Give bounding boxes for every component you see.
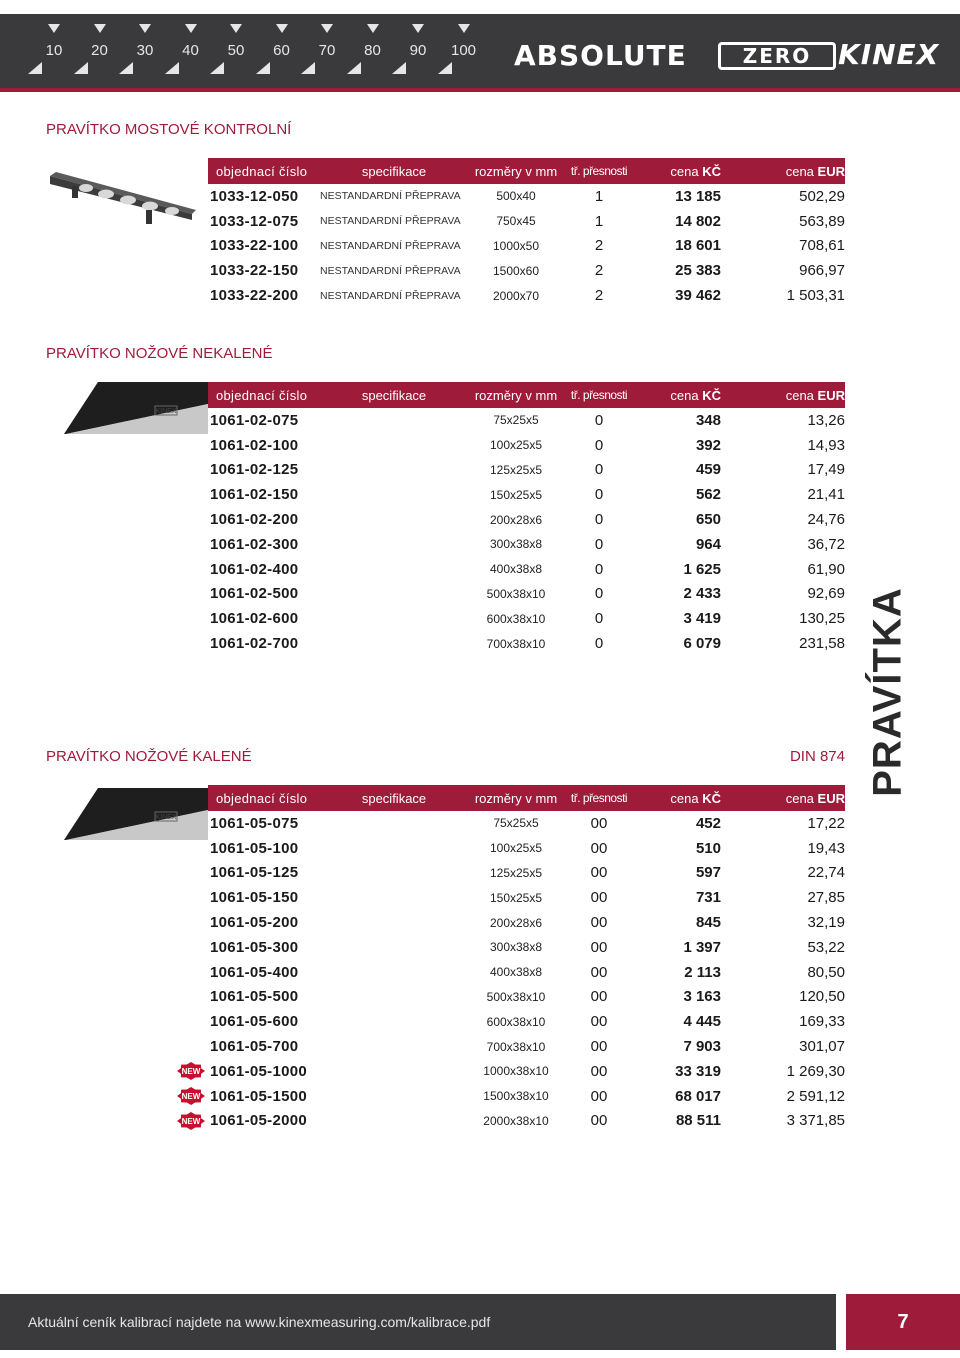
- header-price-czk-unit: KČ: [702, 387, 721, 403]
- cell-order-number: 1061-02-700: [210, 635, 299, 653]
- cell-price-eur: 169,33: [799, 1013, 845, 1031]
- cell-price-czk: 348: [695, 411, 721, 429]
- cell-order-number: 1061-05-100: [210, 839, 299, 857]
- cell-accuracy-class: 00: [590, 1013, 608, 1031]
- cell-price-eur: 1 503,31: [786, 287, 845, 305]
- table-row: [208, 532, 845, 557]
- cell-price-czk: 14 802: [675, 212, 721, 230]
- cell-accuracy-class: 00: [590, 1112, 608, 1130]
- cell-price-eur: 36,72: [807, 535, 845, 553]
- cell-price-czk: 1 625: [683, 560, 721, 578]
- header-price-eur-unit: EUR: [817, 387, 845, 403]
- ruler-tick-top: [276, 24, 288, 33]
- header-price-czk-prefix: cena: [670, 163, 699, 179]
- header-price-eur: [721, 164, 845, 179]
- cell-order-number: 1061-05-125: [210, 864, 299, 882]
- ruler-scale-number: 80: [364, 42, 381, 59]
- table-row: [208, 209, 845, 234]
- header-price-eur-unit: EUR: [817, 163, 845, 179]
- cell-price-czk: 731: [695, 889, 721, 907]
- table-row: [208, 458, 845, 483]
- page-header: [0, 0, 960, 92]
- cell-dimensions: 2000x70: [492, 288, 540, 303]
- header-price-eur-prefix: cena: [785, 790, 814, 806]
- cell-price-eur: 32,19: [807, 914, 845, 932]
- cell-order-number: 1061-02-200: [210, 511, 299, 529]
- ruler-tick-top: [230, 24, 242, 33]
- cell-accuracy-class: 00: [590, 864, 608, 882]
- cell-dimensions: 1000x38x10: [483, 1064, 549, 1079]
- header-dimensions: rozměry v mm: [474, 387, 558, 403]
- cell-specification: NESTANDARDNÍ PŘEPRAVA: [320, 190, 461, 203]
- cell-order-number: 1061-05-400: [210, 963, 299, 981]
- header-accuracy-class: tř. přesnosti: [570, 164, 628, 178]
- header-price-eur-prefix: cena: [785, 387, 814, 403]
- new-badge-icon: [176, 1112, 206, 1130]
- cell-order-number: 1061-02-300: [210, 535, 299, 553]
- cell-accuracy-class: 1: [594, 212, 604, 230]
- table-row: [208, 985, 845, 1010]
- cell-accuracy-class: 00: [590, 1062, 608, 1080]
- cell-order-number: 1061-02-600: [210, 610, 299, 628]
- cell-order-number: 1061-02-100: [210, 436, 299, 454]
- cell-accuracy-class: 2: [594, 287, 604, 305]
- cell-order-number: 1061-02-150: [210, 486, 299, 504]
- header-specification: specifikace: [361, 387, 427, 403]
- table-row: [208, 631, 845, 656]
- cell-order-number: 1061-05-150: [210, 889, 299, 907]
- cell-dimensions: 1500x38x10: [483, 1089, 549, 1104]
- cell-accuracy-class: 1: [594, 187, 604, 205]
- table-row: [208, 433, 845, 458]
- cell-price-czk: 39 462: [675, 287, 721, 305]
- cell-accuracy-class: 00: [590, 1038, 608, 1056]
- header-accent-line: [0, 88, 960, 92]
- cell-price-czk: 964: [695, 535, 721, 553]
- table-row: [208, 885, 845, 910]
- side-category-label: [858, 587, 918, 797]
- cell-order-number: 1033-12-075: [210, 212, 299, 230]
- knife-ruler-image-hardened: [60, 784, 210, 842]
- cell-dimensions: 125x25x5: [489, 462, 543, 477]
- cell-order-number: 1061-05-600: [210, 1013, 299, 1031]
- table-header-row: [208, 785, 845, 811]
- header-specification: specifikace: [361, 163, 427, 179]
- cell-dimensions: 600x38x10: [486, 1014, 546, 1029]
- table-header-row: [208, 158, 845, 184]
- new-badge-text: NEW: [181, 1091, 201, 1101]
- cell-dimensions: 400x38x8: [489, 965, 543, 980]
- cell-dimensions: 1500x60: [492, 263, 540, 278]
- table-row: [208, 1109, 845, 1134]
- cell-price-czk: 650: [695, 511, 721, 529]
- cell-accuracy-class: 00: [590, 938, 608, 956]
- cell-order-number: 1061-05-300: [210, 938, 299, 956]
- table-row: [208, 1084, 845, 1109]
- cell-dimensions: 400x38x8: [489, 562, 543, 577]
- cell-accuracy-class: 00: [590, 963, 608, 981]
- cell-price-czk: 7 903: [683, 1038, 721, 1056]
- ruler-tick-top: [139, 24, 151, 33]
- cell-price-eur: 14,93: [807, 436, 845, 454]
- cell-dimensions: 2000x38x10: [483, 1113, 549, 1128]
- cell-order-number: 1061-05-2000: [210, 1112, 308, 1130]
- cell-price-eur: 22,74: [807, 864, 845, 882]
- cell-order-number: 1033-22-150: [210, 262, 299, 280]
- new-badge-icon: [176, 1062, 206, 1080]
- table-row: [208, 935, 845, 960]
- ruler-tick-bottom: [74, 62, 88, 74]
- cell-price-eur: 24,76: [807, 511, 845, 529]
- ruler-tick-top: [458, 24, 470, 33]
- ruler-tick-bottom: [119, 62, 133, 74]
- cell-price-czk: 3 163: [683, 988, 721, 1006]
- cell-price-czk: 68 017: [675, 1087, 721, 1105]
- header-price-czk-unit: KČ: [702, 790, 721, 806]
- cell-price-eur: 130,25: [799, 610, 845, 628]
- header-order-number: objednací číslo: [216, 163, 308, 179]
- side-category-text: PRAVÍTKA: [865, 587, 910, 797]
- cell-order-number: 1061-02-400: [210, 560, 299, 578]
- cell-dimensions: 200x28x6: [489, 512, 543, 527]
- cell-specification: NESTANDARDNÍ PŘEPRAVA: [320, 264, 461, 277]
- cell-price-eur: 13,26: [807, 411, 845, 429]
- table-bridge-ruler: [208, 158, 845, 308]
- cell-price-czk: 13 185: [675, 187, 721, 205]
- cell-price-eur: 231,58: [799, 635, 845, 653]
- cell-order-number: 1061-05-1500: [210, 1087, 308, 1105]
- table-row: [208, 861, 845, 886]
- cell-price-czk: 25 383: [675, 262, 721, 280]
- cell-specification: NESTANDARDNÍ PŘEPRAVA: [320, 239, 461, 252]
- cell-dimensions: 600x38x10: [486, 611, 546, 626]
- cell-accuracy-class: 00: [590, 914, 608, 932]
- ruler-tick-top: [48, 24, 60, 33]
- new-badge-icon: [176, 1087, 206, 1105]
- cell-price-czk: 18 601: [675, 237, 721, 255]
- ruler-tick-top: [94, 24, 106, 33]
- header-price-eur-prefix: cena: [785, 163, 814, 179]
- cell-accuracy-class: 0: [594, 610, 604, 628]
- cell-price-czk: 4 445: [683, 1013, 721, 1031]
- cell-price-eur: 19,43: [807, 839, 845, 857]
- ruler-scale-number: 90: [409, 42, 427, 59]
- cell-dimensions: 150x25x5: [489, 890, 543, 905]
- cell-price-eur: 53,22: [807, 938, 845, 956]
- brand-zero-text: ZERO: [742, 44, 812, 68]
- brand-absolute-zero: [514, 40, 824, 72]
- cell-price-eur: 1 269,30: [786, 1062, 845, 1080]
- header-top-strip: [0, 0, 960, 14]
- cell-price-czk: 452: [695, 814, 721, 832]
- cell-price-czk: 392: [695, 436, 721, 454]
- cell-price-eur: 708,61: [799, 237, 845, 255]
- cell-order-number: 1033-22-200: [210, 287, 299, 305]
- cell-dimensions: 150x25x5: [489, 487, 543, 502]
- ruler-scale-number: 40: [182, 42, 199, 59]
- ruler-tick-bottom: [28, 62, 42, 74]
- cell-price-eur: 61,90: [807, 560, 845, 578]
- cell-price-czk: 459: [695, 461, 721, 479]
- header-order-number: objednací číslo: [216, 387, 308, 403]
- cell-accuracy-class: 0: [594, 535, 604, 553]
- ruler-tick-bottom: [165, 62, 179, 74]
- ruler-tick-bottom: [256, 62, 270, 74]
- table-row: [208, 910, 845, 935]
- cell-price-eur: 120,50: [799, 988, 845, 1006]
- din-standard-label: DIN 874: [789, 748, 845, 765]
- cell-dimensions: 200x28x6: [489, 915, 543, 930]
- header-price-czk-prefix: cena: [670, 387, 699, 403]
- cell-accuracy-class: 2: [594, 237, 604, 255]
- header-price-czk: [634, 388, 721, 403]
- ruler-tick-top: [185, 24, 197, 33]
- cell-order-number: 1061-05-700: [210, 1038, 299, 1056]
- ruler-scale: [30, 14, 490, 88]
- svg-text:KINEX: KINEX: [155, 814, 177, 821]
- cell-dimensions: 500x38x10: [486, 586, 546, 601]
- ruler-tick-top: [412, 24, 424, 33]
- ruler-scale-number: 30: [136, 42, 154, 59]
- ruler-scale-number: 50: [227, 42, 245, 59]
- cell-order-number: 1061-05-075: [210, 814, 299, 832]
- cell-accuracy-class: 00: [590, 1087, 608, 1105]
- cell-order-number: 1061-05-200: [210, 914, 299, 932]
- cell-price-czk: 597: [695, 864, 721, 882]
- cell-price-eur: 80,50: [807, 963, 845, 981]
- svg-text:KINEX: KINEX: [155, 408, 177, 415]
- cell-dimensions: 300x38x8: [489, 940, 543, 955]
- header-price-eur-unit: EUR: [817, 790, 845, 806]
- cell-order-number: 1033-22-100: [210, 237, 299, 255]
- cell-price-czk: 2 433: [683, 585, 721, 603]
- cell-dimensions: 750x45: [496, 214, 536, 229]
- ruler-tick-bottom: [301, 62, 315, 74]
- table-row: [208, 606, 845, 631]
- cell-dimensions: 500x40: [496, 189, 536, 204]
- ruler-scale-number: 20: [91, 42, 108, 59]
- cell-price-eur: 17,49: [807, 461, 845, 479]
- ruler-scale-number: 70: [318, 42, 336, 59]
- cell-price-czk: 562: [695, 486, 721, 504]
- cell-dimensions: 300x38x8: [489, 537, 543, 552]
- ruler-tick-bottom: [438, 62, 452, 74]
- cell-price-czk: 6 079: [683, 635, 721, 653]
- cell-order-number: 1061-02-075: [210, 411, 299, 429]
- header-accuracy-class: tř. přesnosti: [570, 388, 628, 402]
- cell-price-czk: 2 113: [684, 963, 721, 981]
- knife-ruler-image-unhardened: [60, 378, 210, 436]
- cell-accuracy-class: 0: [594, 560, 604, 578]
- table-row: [208, 960, 845, 985]
- cell-price-eur: 3 371,85: [786, 1112, 845, 1130]
- header-accuracy-class: tř. přesnosti: [570, 791, 628, 805]
- cell-accuracy-class: 0: [594, 486, 604, 504]
- cell-accuracy-class: 00: [590, 889, 608, 907]
- cell-accuracy-class: 00: [590, 814, 608, 832]
- cell-price-czk: 33 319: [675, 1062, 721, 1080]
- cell-accuracy-class: 0: [594, 461, 604, 479]
- cell-order-number: 1061-05-500: [210, 988, 299, 1006]
- header-price-czk-prefix: cena: [670, 790, 699, 806]
- bridge-ruler-image: [46, 170, 196, 230]
- table-row: [208, 582, 845, 607]
- cell-price-czk: 88 511: [675, 1112, 721, 1130]
- table-row: [208, 258, 845, 283]
- cell-dimensions: 100x25x5: [489, 841, 543, 856]
- header-price-eur: [721, 791, 845, 806]
- cell-specification: NESTANDARDNÍ PŘEPRAVA: [320, 215, 461, 228]
- cell-accuracy-class: 00: [590, 839, 608, 857]
- table-knife-unhardened: [208, 382, 845, 656]
- table-row: [208, 557, 845, 582]
- kinex-logo: KINEX: [838, 38, 940, 71]
- section-title-knife-unhardened: PRAVÍTKO NOŽOVÉ NEKALENÉ: [46, 345, 273, 362]
- cell-price-czk: 845: [695, 914, 721, 932]
- header-specification: specifikace: [361, 790, 427, 806]
- table-row: [208, 836, 845, 861]
- cell-price-eur: 21,41: [807, 486, 845, 504]
- cell-price-eur: 966,97: [799, 262, 845, 280]
- header-dimensions: rozměry v mm: [474, 790, 558, 806]
- cell-dimensions: 1000x50: [492, 238, 540, 253]
- cell-dimensions: 100x25x5: [489, 438, 543, 453]
- cell-dimensions: 125x25x5: [489, 865, 543, 880]
- cell-order-number: 1061-02-125: [210, 461, 299, 479]
- ruler-tick-top: [367, 24, 379, 33]
- cell-order-number: 1061-05-1000: [210, 1062, 308, 1080]
- header-price-czk: [634, 791, 721, 806]
- cell-accuracy-class: 0: [594, 411, 604, 429]
- cell-dimensions: 500x38x10: [486, 989, 546, 1004]
- cell-price-eur: 563,89: [799, 212, 845, 230]
- cell-price-eur: 301,07: [799, 1038, 845, 1056]
- table-row: [208, 408, 845, 433]
- table-row: [208, 184, 845, 209]
- cell-dimensions: 700x38x10: [486, 636, 546, 651]
- ruler-tick-bottom: [347, 62, 361, 74]
- table-knife-hardened: [208, 785, 845, 1133]
- cell-order-number: 1033-12-050: [210, 187, 299, 205]
- ruler-tick-bottom: [210, 62, 224, 74]
- ruler-scale-number: 60: [273, 42, 290, 59]
- header-price-czk: [634, 164, 721, 179]
- cell-accuracy-class: 2: [594, 262, 604, 280]
- cell-price-czk: 3 419: [683, 610, 721, 628]
- table-row: [208, 283, 845, 308]
- page-footer: [0, 1294, 836, 1350]
- page-number: 7: [846, 1294, 960, 1350]
- cell-accuracy-class: 0: [594, 585, 604, 603]
- table-row: [208, 1059, 845, 1084]
- cell-accuracy-class: 00: [590, 988, 608, 1006]
- ruler-tick-top: [321, 24, 333, 33]
- cell-dimensions: 75x25x5: [493, 413, 539, 428]
- cell-price-eur: 92,69: [807, 585, 845, 603]
- table-row: [208, 1009, 845, 1034]
- header-order-number: objednací číslo: [216, 790, 308, 806]
- footer-calibration-note: Aktuální ceník kalibrací najdete na www.kinexmeasuring.com/kalibrace.pdf: [28, 1314, 491, 1330]
- cell-dimensions: 75x25x5: [493, 816, 539, 831]
- cell-dimensions: 700x38x10: [486, 1039, 546, 1054]
- header-dimensions: rozměry v mm: [474, 163, 558, 179]
- cell-specification: NESTANDARDNÍ PŘEPRAVA: [320, 289, 461, 302]
- header-price-czk-unit: KČ: [702, 163, 721, 179]
- table-row: [208, 482, 845, 507]
- table-row: [208, 234, 845, 259]
- ruler-scale-number: 100: [450, 42, 477, 59]
- brand-text: ABSOLUTE: [514, 39, 687, 72]
- ruler-tick-bottom: [392, 62, 406, 74]
- cell-price-czk: 1 397: [683, 938, 721, 956]
- new-badge-text: NEW: [181, 1067, 201, 1076]
- cell-accuracy-class: 0: [594, 436, 604, 454]
- cell-order-number: 1061-02-500: [210, 585, 299, 603]
- section-title-bridge-ruler: PRAVÍTKO MOSTOVÉ KONTROLNÍ: [46, 121, 292, 138]
- cell-price-czk: 510: [695, 839, 721, 857]
- section-title-knife-hardened: PRAVÍTKO NOŽOVÉ KALENÉ: [46, 748, 252, 765]
- new-badge-text: NEW: [181, 1116, 201, 1126]
- table-row: [208, 1034, 845, 1059]
- cell-price-eur: 27,85: [807, 889, 845, 907]
- cell-price-eur: 2 591,12: [786, 1087, 845, 1105]
- brand-zero-box: [718, 42, 836, 70]
- cell-accuracy-class: 0: [594, 511, 604, 529]
- cell-price-eur: 17,22: [807, 814, 845, 832]
- ruler-scale-number: 10: [45, 42, 63, 59]
- table-row: [208, 507, 845, 532]
- table-header-row: [208, 382, 845, 408]
- header-price-eur: [721, 388, 845, 403]
- cell-accuracy-class: 0: [594, 635, 604, 653]
- table-row: [208, 811, 845, 836]
- cell-price-eur: 502,29: [799, 187, 845, 205]
